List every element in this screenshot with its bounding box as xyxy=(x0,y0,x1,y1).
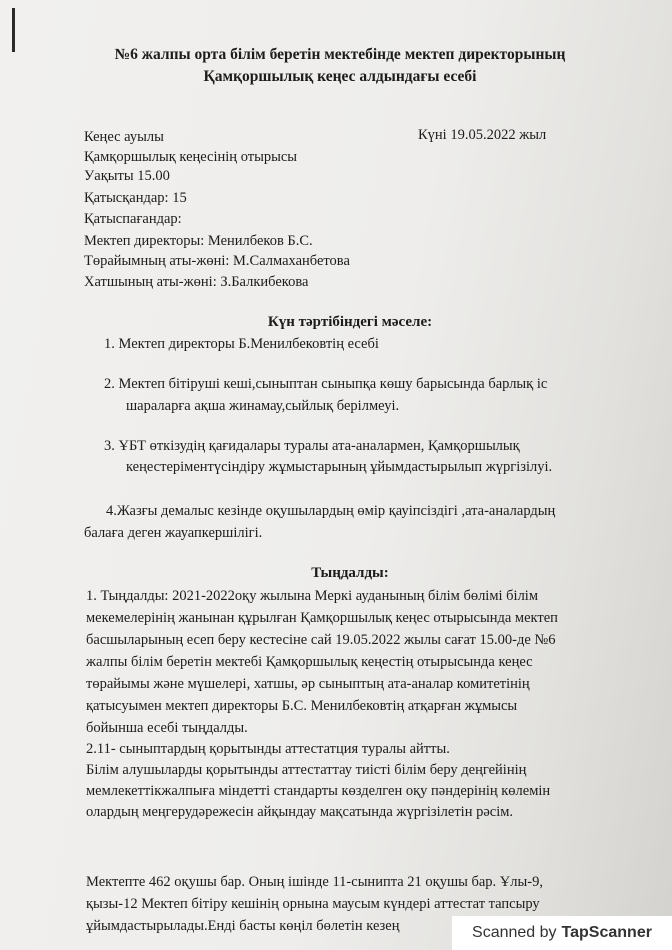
meta-absent: Қатыспағандар: xyxy=(84,211,182,227)
agenda-item-1: 1. Мектеп директоры Б.Менилбековтің есебі xyxy=(104,336,379,352)
listened-p1-line-3: басшыларының есеп беру кестесіне сай 19.05.2022 жылы сағат 15.00-де №6 xyxy=(86,632,556,648)
listened-p2-line-1: 2.11- сыныптардың қорытынды аттестатция туралы айтты. xyxy=(86,741,450,757)
meta-director: Мектеп директоры: Менилбеков Б.С. xyxy=(84,233,313,249)
listened-p3-line-2: қызы-12 Мектеп бітіру кешінің орнына маусым күндері аттестат тапсыру xyxy=(86,896,540,912)
listened-p1-line-1: 1. Тыңдалды: 2021-2022оқу жылына Меркі ауданының білім бөлімі білім xyxy=(86,588,539,604)
listened-p3-line-1: Мектепте 462 оқушы бар. Оның ішінде 11-сынипта 21 оқушы бар. Ұлы-9, xyxy=(86,874,543,890)
watermark-brand: TapScanner xyxy=(561,924,652,941)
listened-p1-line-2: мекемелерінің жанынан құрылған Қамқоршылық кеңес отырысында мектеп xyxy=(86,610,558,626)
meta-chair: Төрайымның аты-жөні: М.Салмаханбетова xyxy=(84,253,350,269)
agenda-item-4-line-1: 4.Жазғы демалыс кезінде оқушылардың өмір қауіпсіздігі ,ата-аналардың xyxy=(106,503,556,519)
agenda-item-3-line-2: кеңестеріментүсіндіру жұмыстарының ұйымдастырылып жүргізілуі. xyxy=(126,459,553,475)
meta-place: Кеңес ауылы xyxy=(84,129,164,145)
agenda-heading: Күн тәртібіндегі мәселе: xyxy=(267,314,433,330)
document-title-line-1: №6 жалпы орта білім беретін мектебінде мектеп директорының xyxy=(114,46,566,63)
document-title-line-2: Қамқоршылық кеңес алдындағы есебі xyxy=(203,68,477,85)
listened-p1-line-7: бойынша есебі тыңдалды. xyxy=(86,720,248,736)
scanner-watermark xyxy=(452,916,672,950)
listened-p2-line-2: Білім алушыларды қорытынды аттестаттау тиісті білім беру деңгейінің xyxy=(86,762,527,778)
meta-present: Қатысқандар: 15 xyxy=(84,190,187,206)
meta-meeting: Қамқоршылық кеңесінің отырысы xyxy=(84,149,298,165)
listened-p1-line-5: төрайымы және мүшелері, хатшы, әр сыныптың ата-аналар комитетінің xyxy=(86,676,530,692)
listened-p2-line-4: олардың меңгерудәрежесін айқындау мақсатында жүргізілетін рәсім. xyxy=(86,804,514,820)
agenda-item-3-line-1: 3. ҰБТ өткізудің қағидалары туралы ата-аналармен, Қамқоршылық xyxy=(104,438,520,454)
meta-time: Уақыты 15.00 xyxy=(84,168,170,184)
meta-secretary: Хатшының аты-жөні: З.Балкибекова xyxy=(84,274,309,290)
listened-p1-line-4: жалпы білім беретін мектебі Қамқоршылық кеңестің отырысында кеңес xyxy=(86,654,533,670)
listened-p2-line-3: мемлекеттікжалпыға міндетті стандарты көзделген оқу пәндерінің көлемін xyxy=(86,783,551,799)
agenda-item-4-line-2: балаға деген жауапкершілігі. xyxy=(84,525,263,541)
agenda-item-2-line-1: 2. Мектеп бітіруші кеші,сыныптан сыныпқа көшу барысында барлық іс xyxy=(104,376,548,392)
agenda-item-2-line-2: шараларға ақша жинамау,сыйлық берілмеуі. xyxy=(126,398,400,414)
meta-date: Күні 19.05.2022 жыл xyxy=(418,127,547,143)
watermark-prefix: Scanned by xyxy=(472,924,557,941)
listened-p3-line-3: ұйымдастырылады.Енді басты көңіл бөлетін кезең xyxy=(86,918,400,934)
margin-mark xyxy=(12,8,15,52)
listened-p1-line-6: қатысуымен мектеп директоры Б.С. Менилбековтің атқарған жұмысы xyxy=(86,698,518,714)
listened-heading: Тыңдалды: xyxy=(311,565,389,581)
